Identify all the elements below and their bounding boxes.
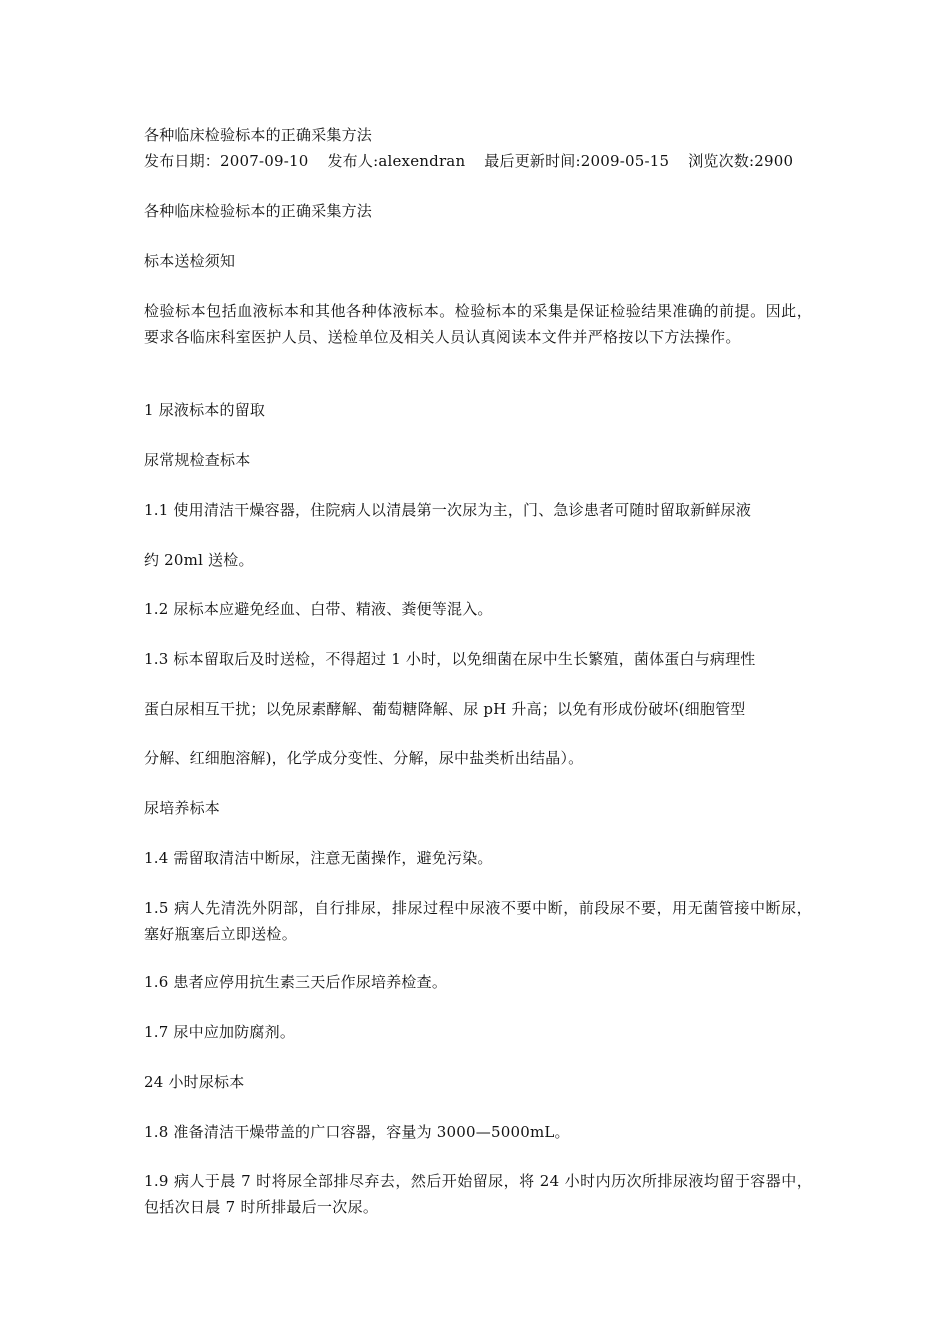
subheading-24h: 24 小时尿标本 — [144, 1073, 245, 1091]
item-1-3-line3: 分解、红细胞溶解)，化学成分变性、分解，尿中盐类析出结晶）。 — [144, 749, 584, 767]
document-title: 各种临床检验标本的正确采集方法 — [144, 126, 373, 144]
item-1-6: 1.6 患者应停用抗生素三天后作尿培养检查。 — [144, 973, 448, 991]
view-count: 浏览次数:2900 — [688, 152, 794, 170]
item-1-3-line2: 蛋白尿相互干扰；以免尿素酵解、葡萄糖降解、尿 pH 升高；以免有形成份破坏(细胞管型 — [144, 700, 746, 718]
publisher: 发布人:alexendran — [327, 152, 466, 170]
notice-heading: 标本送检须知 — [144, 252, 236, 270]
item-1-3-line1: 1.3 标本留取后及时送检，不得超过 1 小时，以免细菌在尿中生长繁殖，菌体蛋白与病理性 — [144, 650, 756, 668]
item-1-7: 1.7 尿中应加防腐剂。 — [144, 1023, 296, 1041]
item-1-1-line1: 1.1 使用清洁干燥容器，住院病人以清晨第一次尿为主，门、急诊患者可随时留取新鲜尿液 — [144, 501, 752, 519]
last-updated: 最后更新时间:2009-05-15 — [484, 152, 670, 170]
repeat-title: 各种临床检验标本的正确采集方法 — [144, 202, 373, 220]
intro-paragraph: 检验标本包括血液标本和其他各种体液标本。检验标本的采集是保证检验结果准确的前提。因此，要求各临床科室医护人员、送检单位及相关人员认真阅读本文件并严格按以下方法操作。 — [144, 302, 812, 346]
item-1-1-line2: 约 20ml 送检。 — [144, 551, 254, 569]
item-1-8: 1.8 准备清洁干燥带盖的广口容器，容量为 3000—5000mL。 — [144, 1123, 570, 1141]
publish-date: 发布日期：2007-09-10 — [144, 152, 309, 170]
meta-line — [144, 148, 824, 174]
subheading-culture: 尿培养标本 — [144, 799, 221, 817]
item-1-9: 1.9 病人于晨 7 时将尿全部排尽弃去，然后开始留尿，将 24 小时内历次所排尿液均留于容器中，包括次日晨 7 时所排最后一次尿。 — [144, 1172, 812, 1216]
section-heading-urine: 1 尿液标本的留取 — [144, 401, 266, 419]
item-1-2: 1.2 尿标本应避免经血、白带、精液、粪便等混入。 — [144, 600, 493, 618]
item-1-4: 1.4 需留取清洁中断尿，注意无菌操作，避免污染。 — [144, 849, 493, 867]
item-1-5: 1.5 病人先清洗外阴部，自行排尿，排尿过程中尿液不要中断，前段尿不要，用无菌管接中断尿，塞好瓶塞后立即送检。 — [144, 899, 812, 943]
subheading-routine: 尿常规检查标本 — [144, 451, 251, 469]
